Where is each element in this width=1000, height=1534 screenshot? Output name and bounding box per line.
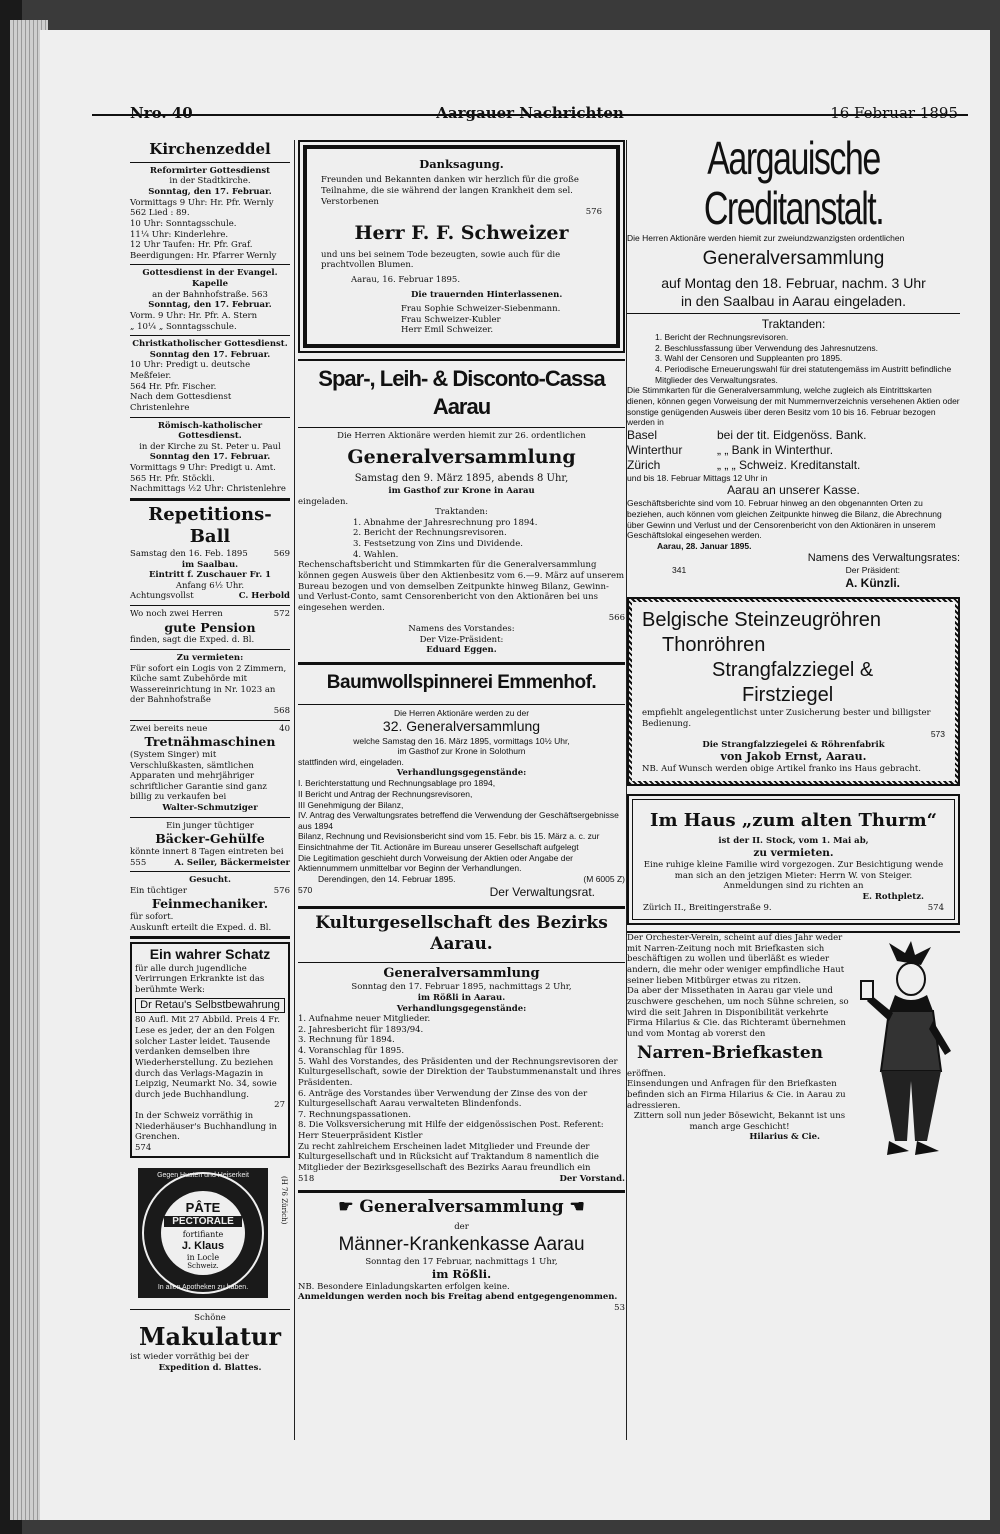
pension-title: gute Pension xyxy=(164,619,256,635)
schatz-text: In der Schweiz vorräthig in Niederhäuser's Buchhandlung in Grenchen. xyxy=(135,1111,278,1143)
reformed-date: Sonntag, den 17. Februar. xyxy=(148,187,272,197)
column-2 xyxy=(298,140,625,1314)
emmenhof-num: 570 xyxy=(298,884,313,895)
kultur-item: 8. Die Volksversicherung mit Hilfe der eidgenössischen Post. Referent: Herr Steuerpräsident Kistler xyxy=(298,1120,604,1141)
schatz-num: 574 xyxy=(135,1142,152,1153)
ball-ad xyxy=(130,504,290,602)
schatz-title: Ein wahrer Schatz xyxy=(149,946,271,963)
pate-place: Schweiz. xyxy=(187,1261,219,1270)
kranken-text: Anmeldungen werden noch bis Freitag abend entgegengenommen. xyxy=(298,1292,618,1303)
kranken-num: 53 xyxy=(614,1303,625,1313)
narren-title: Narren-Briefkasten xyxy=(637,1043,824,1064)
ball-date: Samstag den 16. Feb. 1895 xyxy=(130,548,248,559)
pension-line: finden, sagt die Exped. d. Bl. xyxy=(130,635,255,646)
emmenhof-item: IV. Antrag des Verwaltungsrates betreffend die Verwendung der Geschäftsergebnisse aus 1894 xyxy=(298,810,619,831)
tret-text: (System Singer) mit Verschlußkasten, sämtlichen Apparaten und mehrjähriger schriftlicher Garantie sind ganz billig zu verkaufen bei xyxy=(130,749,267,803)
thurm-text: Eine ruhige kleine Familie wird vorgezogen. Zur Besichtigung wende man sich an den jetzigen Mieter: Herrn W. von Steiger. xyxy=(643,860,944,881)
pointing-hand-icon: ☚ xyxy=(563,1197,585,1218)
cassa-trakt: 1. Abnahme der Jahresrechnung pro 1894. xyxy=(353,517,538,528)
steinzeug-text: empfiehlt angelegentlichst unter Zusicherung bester und billigster Bedienung. xyxy=(642,707,931,729)
cassa-trakt-head: Traktanden: xyxy=(435,507,488,518)
credit-trakt: 1. Bericht der Rechnungsrevisoren. xyxy=(655,332,789,343)
baecker-ad xyxy=(130,821,290,869)
roemisch-line: Nachmittags ½2 Uhr: Christenlehre xyxy=(130,484,286,495)
emmenhof-text: Bilanz, Rechnung und Revisionsbericht sind vom 15. Febr. bis 15. März a. c. zur Einsichtnahme der Tit. Actionäre im Bureau unserer Gesellschaft aufgelegt xyxy=(298,831,600,852)
reformed-head: Reformirter Gottesdienst xyxy=(149,165,271,176)
danksagung-text: und uns bei seinem Tode bezeugten, sowie auch für die prachtvollen Blumen. xyxy=(321,249,561,271)
pension-line: Wo noch zwei Herren xyxy=(130,609,223,619)
roemisch-line: 565 Hr. Pfr. Stöckli. xyxy=(130,473,215,484)
kultur-item: 7. Rechnungspassationen. xyxy=(298,1109,411,1120)
credit-trakt-head: Traktanden: xyxy=(761,317,826,332)
feinmech-line: für sofort. xyxy=(130,912,174,922)
credit-place-row xyxy=(627,458,960,473)
kultur-sign: Der Vorstand. xyxy=(559,1173,625,1184)
credit-city: Zürich xyxy=(627,457,661,472)
pate-brand2: PECTORALE xyxy=(164,1216,242,1227)
roemisch-date: Sonntag den 17. Februar. xyxy=(149,452,271,463)
kranken-gv xyxy=(298,1193,625,1222)
danksagung-title: Danksagung. xyxy=(419,157,504,171)
christkath-line: 564 Hr. Pfr. Fischer. xyxy=(130,381,217,392)
kranken-nb: NB. Besondere Einladungskarten erfolgen keine. xyxy=(298,1281,510,1292)
cassa-sign: Der Vize-Präsident: xyxy=(419,634,504,645)
emmenhof-item: III Genehmigung der Bilanz, xyxy=(298,799,404,810)
cassa-trakt: 4. Wahlen. xyxy=(353,549,399,560)
evang-head: Gottesdienst in der Evangel. Kapelle xyxy=(142,268,278,289)
credit-text: und bis 18. Februar Mittags 12 Uhr in xyxy=(627,472,768,483)
cassa-text: Die Herren Aktionäre werden hiemit zur 26. ordentlichen xyxy=(337,431,586,441)
thurm-rent: zu vermieten. xyxy=(753,846,834,859)
cassa-title: Spar-, Leih- & Disconto-Cassa Aarau xyxy=(298,359,625,424)
schatz-text: 80 Aufl. Mit 27 Abbild. Preis 4 Fr. Lese es jeder, der an den Folgen solcher Laster leidet. Tausende verdanken demselben ihre Wiederherstellung. Zu beziehen durch das Verlags-Magazin in Leipzig, Neumarkt No. 34, sowie durch jede Buchhandlung. xyxy=(135,1015,280,1100)
evang-date: Sonntag, den 17. Februar. xyxy=(148,300,272,311)
pate-place: in Locle xyxy=(186,1252,220,1262)
credit-title: Aargauische Creditanstalt. xyxy=(703,133,884,236)
ball-start: Anfang 6½ Uhr. xyxy=(175,580,245,591)
evang-place: an der Bahnhofstraße. 563 xyxy=(152,289,268,300)
cassa-text: Rechenschaftsbericht und Stimmkarten für die Generalversammlung können gegen Ausweis über den Aktienbesitz vom 6.—9. März auf unserem Bureau bezogen und von demselben Zeitpunkte hinweg Bilanz, Gewinn- und Verlust-Conto, samt Censorenbericht von den Aktionären bei uns eingesehen werden. xyxy=(298,560,625,613)
steinzeug-line: Strangfalzziegel & xyxy=(712,658,874,681)
feinmech-line: Ein tüchtiger xyxy=(130,885,187,896)
kultur-item: 1. Aufnahme neuer Mitglieder. xyxy=(298,1014,431,1025)
evang-line: Vorm. 9 Uhr: Hr. Pfr. A. Stern xyxy=(130,310,258,321)
credit-bank: „ „ „ Schweiz. Kreditanstalt. xyxy=(717,457,861,472)
cassa-when: Samstag den 9. März 1895, abends 8 Uhr, xyxy=(354,473,569,485)
emmenhof-title: Baumwollspinnerei Emmenhof. xyxy=(326,671,597,693)
danksagung-text: Freunden und Bekannten danken wir herzlich für die große Teilnahme, die sie während der langen Krankheit dem sel. Verstorbenen xyxy=(321,175,579,207)
pate-arc-bottom: In allen Apotheken zu haben. xyxy=(157,1283,249,1291)
kultur-when: Sonntag den 17. Februar 1895, nachmittags 2 Uhr, xyxy=(351,982,572,993)
reformed-line: Vormittags 9 Uhr: Hr. Pfr. Wernly xyxy=(130,197,274,208)
baecker-num: 555 xyxy=(130,857,147,868)
schatz-text: für alle durch jugendliche Verirrungen Erkrankte ist das berühmte Werk: xyxy=(135,963,265,995)
emmenhof-item: II Bericht und Antrag der Rechnungsrevisoren, xyxy=(298,788,473,799)
christkath-date: Sonntag den 17. Februar. xyxy=(149,349,271,360)
emmenhof-sign: Der Verwaltungsrat. xyxy=(489,884,595,899)
reformed-place: in der Stadtkirche. xyxy=(169,176,251,187)
emmenhof-inv: stattfinden wird, eingeladen. xyxy=(298,757,404,767)
makulatur-line: Schöne xyxy=(194,1312,226,1323)
narren-text: Da aber der Missethaten in Aarau gar viele und zuschwere geschehen, um noch Sühne schreien, so wird die seit Jahren in Disponibilität verkehrte Firma Hilarius & Cie. das Richteramt übernehmen und vom Montag ab vorerst den xyxy=(627,986,849,1039)
danksagung-signer: Frau Sophie Schweizer-Siebenmann. xyxy=(401,304,561,315)
masthead xyxy=(92,74,968,122)
reformed-line: Beerdigungen: Hr. Pfarrer Wernly xyxy=(130,250,277,261)
baecker-title: Bäcker-Gehülfe xyxy=(155,831,265,847)
credit-city: Winterthur xyxy=(627,442,683,457)
kultur-item: 3. Rechnung für 1894. xyxy=(298,1035,395,1046)
credit-gv: Generalversammlung xyxy=(702,248,885,270)
pate-arc-top: Gegen Husten und Heiserkeit xyxy=(157,1171,249,1179)
pate-maker: J. Klaus xyxy=(181,1239,225,1252)
danksagung-name: Herr F. F. Schweizer xyxy=(354,221,569,244)
kultur-gv: Generalversammlung xyxy=(383,966,540,981)
cassa-inv: eingeladen. xyxy=(298,496,349,507)
kultur-where: im Rößli in Aarau. xyxy=(417,992,506,1003)
makulatur-title: Makulatur xyxy=(138,1322,282,1352)
credit-sign: Namens des Verwaltungsrates: xyxy=(807,551,960,564)
credit-place-row xyxy=(627,428,960,443)
roemisch-place: in der Kirche zu St. Peter u. Paul xyxy=(139,441,281,452)
baecker-text: könnte innert 8 Tagen eintreten bei xyxy=(130,846,284,857)
steinzeug-line: Thonröhren xyxy=(662,633,766,656)
pate-side-code: (H 76 Zürich) xyxy=(280,1175,288,1224)
kranken-where: im Rößli. xyxy=(431,1267,492,1282)
credit-bank: „ „ Bank in Winterthur. xyxy=(717,442,834,457)
emmenhof-gv: 32. Generalversammlung xyxy=(382,718,541,735)
steinzeug-ad xyxy=(627,597,960,786)
feinmech-num: 576 xyxy=(273,885,290,896)
column-3 xyxy=(627,133,960,1143)
emmenhof-vh: Verhandlungsgegenstände: xyxy=(396,767,527,778)
ball-entry: Eintritt f. Zuschauer Fr. 1 xyxy=(148,570,272,581)
emmenhof-code: (M 6005 Z) xyxy=(583,873,625,884)
evang-line: „ 10¼ „ Sonntagsschule. xyxy=(130,321,237,332)
tret-sign: Walter-Schmutziger xyxy=(162,803,258,813)
ball-place: im Saalbau. xyxy=(181,559,239,570)
credit-trakt: 4. Periodische Erneuerungswahl für drei statutengemäss im Austritt befindliche Mitglieder des Verwaltungsrates. xyxy=(655,364,952,385)
danksagung-sign-head: Die trauernden Hinterlassenen. xyxy=(411,289,563,300)
pension-num: 572 xyxy=(273,609,290,619)
kirchenzeddel-title: Kirchenzeddel xyxy=(149,140,271,158)
ball-sign-right: C. Herbold xyxy=(238,591,290,602)
emmenhof-line: Die Herren Aktionäre werden zu der xyxy=(393,707,530,718)
emmenhof-text: Die Legitimation geschieht durch Vorweisung der Aktien oder Angabe der Aktiennummern unmittelbar vor Beginn der Verhandlungen. xyxy=(298,852,574,874)
baecker-line: Ein junger tüchtiger xyxy=(166,820,254,831)
emmenhof-ad xyxy=(298,662,625,900)
kranken-ad xyxy=(298,1190,625,1314)
credit-place-row xyxy=(627,443,960,458)
kultur-vh: Verhandlungsgegenstände: xyxy=(396,1003,527,1014)
thurm-sign: E. Rothpletz. xyxy=(862,891,924,902)
roemisch-head: Römisch-katholischer Gottesdienst. xyxy=(157,420,263,442)
danksagung-signer: Herr Emil Schweizer. xyxy=(401,325,494,336)
credit-trakt: 2. Beschlussfassung über Verwendung des Jahresnutzens. xyxy=(655,342,879,353)
credit-city: Basel xyxy=(627,427,658,442)
steinzeug-owner: von Jakob Ernst, Aarau. xyxy=(720,750,867,764)
kultur-item: 5. Wahl des Vorstandes, des Präsidenten und der Rechnungsrevisoren der Kulturgesellschaft, sowie der Direktion der Taubstummenanstalt und ihres Präsidenten. xyxy=(298,1056,621,1088)
ball-num: 569 xyxy=(273,548,290,559)
kultur-ad xyxy=(298,906,625,1185)
cassa-ad xyxy=(298,359,625,656)
reformed-line: 11¼ Uhr: Kinderlehre. xyxy=(130,229,229,240)
emmenhof-place: Derendingen, den 14. Februar 1895. xyxy=(318,873,456,884)
vermieten-title: Zu vermieten: xyxy=(176,652,244,663)
steinzeug-line: Belgische Steinzeugröhren xyxy=(642,608,882,631)
credit-when: auf Montag den 18. Februar, nachm. 3 Uhr xyxy=(661,275,926,292)
narren-ad xyxy=(627,931,960,1143)
issue-number: Nro. 40 xyxy=(130,104,193,122)
danksagung-ad xyxy=(298,140,625,353)
column-1 xyxy=(130,140,290,1373)
makulatur-line: Expedition d. Blattes. xyxy=(158,1362,262,1373)
kranken-title: Männer-Krankenkasse Aarau xyxy=(338,1234,585,1255)
danksagung-num: 576 xyxy=(585,207,602,218)
tret-ad xyxy=(130,724,290,814)
makulatur-line: ist wieder vorräthig bei der xyxy=(130,1351,249,1362)
vermieten-num: 568 xyxy=(273,706,290,716)
cassa-gv: Generalversammlung xyxy=(347,445,576,468)
feinmech-head: Gesucht. xyxy=(189,875,231,886)
credit-sign: A. Künzli. xyxy=(845,575,900,590)
narren-sign: Hilarius & Cie. xyxy=(749,1132,820,1143)
thurm-addr: Zürich II., Breitingerstraße 9. xyxy=(643,902,772,913)
schatz-ad xyxy=(130,942,290,1157)
schatz-num: 27 xyxy=(274,1100,285,1111)
thurm-floor: ist der II. Stock, vom 1. Mai ab, xyxy=(718,836,869,847)
danksagung-place: Aarau, 16. Februar 1895. xyxy=(351,274,461,285)
christkath-line: Nach dem Gottesdienst Christenlehre xyxy=(130,392,232,413)
tret-title: Tretnähmaschinen xyxy=(144,734,276,750)
narren-text: Der Orchester-Verein, scheint auf dies Jahr weder mit Narren-Zeitung noch mit Briefkasten sich beschäftigen zu wollen und überläßt es wieder andern, die mehr oder weniger empfindliche Haut seiner lieben Mitbürger etwas zu ritzen. xyxy=(627,933,845,986)
steinzeug-line: Firstziegel xyxy=(742,683,834,706)
kultur-item: 2. Jahresbericht für 1893/94. xyxy=(298,1024,424,1035)
narren-text: Zittern soll nun jeder Bösewicht, Bekannt ist uns manch arge Geschicht! xyxy=(633,1111,846,1132)
kultur-num: 518 xyxy=(298,1173,315,1184)
cassa-sign: Namens des Vorstandes: xyxy=(408,624,515,634)
feinmech-title: Feinmechaniker. xyxy=(151,896,269,912)
kultur-title: Kulturgesellschaft des Bezirks Aarau. xyxy=(315,912,608,954)
danksagung-signer: Frau Schweizer-Kubler xyxy=(401,314,501,325)
cassa-trakt: 2. Bericht der Rechnungsrevisoren. xyxy=(353,528,507,539)
credit-text: Die Herren Aktionäre werden hiemit zur zweiundzwanzigsten ordentlichen xyxy=(627,232,905,243)
thurm-title: Im Haus „zum alten Thurm“ xyxy=(650,809,937,831)
credit-text: Die Stimmkarten für die Generalversammlung, welche zugleich als Eintrittskarten dienen, können gegen Vorweisung der mit Nummernverzeichnis versehenen Aktien oder sonstige genügenden Ausweis über deren Besitz vom 10 bis 16. Februar bezogen werden in xyxy=(627,385,960,428)
makulatur-ad xyxy=(130,1313,290,1374)
kranken-der: der xyxy=(454,1222,469,1233)
steinzeug-firm: Die Strangfalzziegelei & Röhrenfabrik xyxy=(702,739,885,750)
roemisch-line: Vormittags 9 Uhr: Predigt u. Amt. xyxy=(130,463,276,473)
christkath-head: Christkatholischer Gottesdienst. xyxy=(132,339,288,350)
steinzeug-nb: NB. Auf Wunsch werden obige Artikel franko ins Haus gebracht. xyxy=(642,764,921,775)
kultur-item: 4. Voranschlag für 1895. xyxy=(298,1046,405,1056)
pension-ad xyxy=(130,609,290,646)
feinmech-ad xyxy=(130,875,290,933)
credit-text: Geschäftsberichte sind vom 10. Februar hinweg an den obgenannten Orten zu beziehen, auch können vom gleichen Zeitpunkte hinweg die Bilanz, die Abrechnung über Gewinn und Verlust und der Censorenbericht von den Aktionären in unserem Geschäftslokal eingesehen werden. xyxy=(627,498,942,541)
emmenhof-item: I. Berichterstattung und Rechnungsablage pro 1894, xyxy=(298,778,496,789)
cassa-num: 566 xyxy=(608,613,625,624)
kirchenzeddel xyxy=(130,140,290,495)
cassa-where: im Gasthof zur Krone in Aarau xyxy=(388,485,535,496)
credit-num: 341 xyxy=(672,565,687,576)
narren-open: eröffnen. xyxy=(627,1068,666,1079)
thurm-ad xyxy=(627,794,960,925)
kultur-item: 6. Anträge des Vorstandes über Verwendung der Zinse des von der Kulturgesellschaft Aarau verwalteten Blindenfonds. xyxy=(298,1088,588,1110)
steinzeug-num: 573 xyxy=(930,729,945,740)
paper-title: Aargauer Nachrichten xyxy=(436,104,624,122)
ball-title: Repetitions-Ball xyxy=(148,503,272,548)
thurm-num: 574 xyxy=(927,902,944,913)
credit-where: in den Saalbau in Aarau eingeladen. xyxy=(681,292,906,309)
jester-icon xyxy=(859,941,957,1171)
baecker-sign: A. Seiler, Bäckermeister xyxy=(174,857,290,868)
ball-sign-left: Achtungsvollst xyxy=(130,591,194,602)
christkath-line: 10 Uhr: Predigt u. deutsche Meßfeier. xyxy=(130,360,251,381)
kultur-text: Zu recht zahlreichem Erscheinen ladet Mitglieder und Freunde der Kulturgesellschaft und in Rücksicht auf Traktandum 8 namentlich die Mitglieder der Bezirksgesellschaft des Bezirks Aarau freundlich ein xyxy=(298,1141,599,1173)
kranken-when: Sonntag den 17 Februar, nachmittags 1 Uhr, xyxy=(365,1256,558,1267)
reformed-line: 10 Uhr: Sonntagsschule. xyxy=(130,218,237,229)
pointing-hand-icon: ☛ xyxy=(338,1197,360,1218)
pate-frame xyxy=(138,1168,268,1298)
column-rule xyxy=(294,140,295,1440)
credit-bank: bei der tit. Eidgenöss. Bank. xyxy=(717,427,867,442)
cassa-trakt: 3. Festsetzung von Zins und Dividende. xyxy=(353,539,523,549)
feinmech-line: Auskunft erteilt die Exped. d. Bl. xyxy=(130,922,272,933)
tret-num: 40 xyxy=(279,723,290,734)
reformed-line: 562 Lied : 89. xyxy=(130,208,190,219)
tret-line: Zwei bereits neue xyxy=(130,723,208,734)
reformed-line: 12 Uhr Taufen: Hr. Pfr. Graf. xyxy=(130,240,253,251)
vermieten-text: Für sofort ein Logis von 2 Zimmern, Küche samt Zubehörde mit Wassereinrichtung in Nr. 1023 an der Bahnhofstraße xyxy=(130,663,287,706)
schatz-book: Dr Retau's Selbstbewahrung xyxy=(135,998,285,1014)
issue-date: 16 Februar 1895 xyxy=(830,104,958,122)
credit-place: Aarau, 28. Januar 1895. xyxy=(657,540,752,551)
thurm-text: Anmeldungen sind zu richten an xyxy=(723,881,864,892)
pate-sub: fortifiante xyxy=(182,1229,224,1239)
credit-ad xyxy=(627,133,960,591)
credit-kasse: Aarau an unserer Kasse. xyxy=(727,483,860,498)
emmenhof-when: welche Samstag den 16. März 1895, vormittags 10½ Uhr, xyxy=(353,735,570,746)
pate-brand1: PÂTE xyxy=(185,1199,221,1215)
vermieten-ad xyxy=(130,653,290,717)
credit-sign: Der Präsident: xyxy=(845,565,900,576)
pate-ad xyxy=(130,1166,290,1306)
emmenhof-where: im Gasthof zur Krone in Solothurn xyxy=(397,746,526,757)
narren-text: Einsendungen und Anfragen für den Briefkasten befinden sich an Firma Hilarius & Cie. in Aarau zu adressieren. xyxy=(627,1079,846,1111)
credit-trakt: 3. Wahl der Censoren und Suppleanten pro 1895. xyxy=(655,353,843,364)
kranken-gv-label: Generalversammlung xyxy=(359,1197,564,1218)
cassa-sign: Eduard Eggen. xyxy=(426,645,497,656)
